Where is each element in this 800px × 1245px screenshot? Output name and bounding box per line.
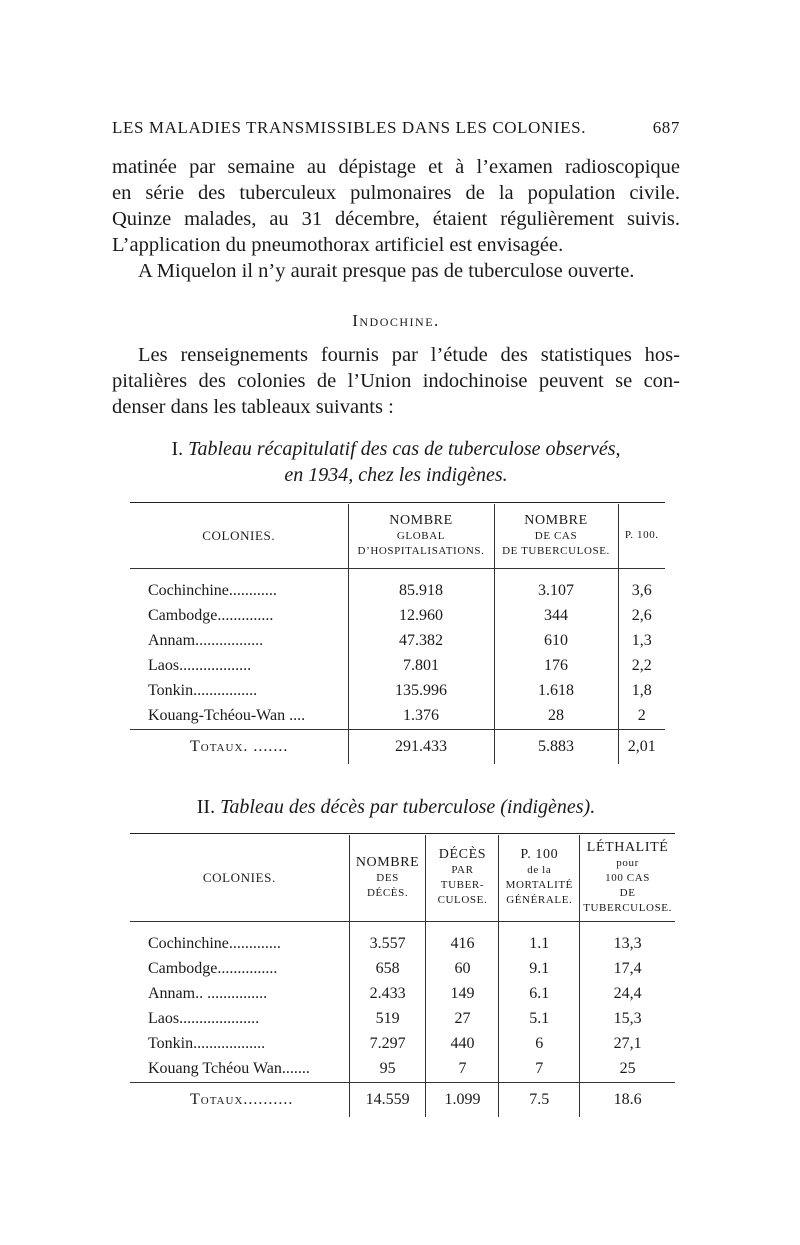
- pct-cell: 5.1: [499, 1007, 580, 1032]
- pct-cell: 3,6: [618, 579, 665, 604]
- pct-cell: 2,6: [618, 604, 665, 629]
- colony-name: Cambodge...............: [148, 960, 278, 977]
- hospitalisations-cell: 7.801: [348, 654, 494, 679]
- tb-deaths-cell: 7: [426, 1057, 499, 1083]
- total-pct: 7.5: [499, 1082, 580, 1117]
- text-line: Les renseignements fournis par l’étude des statistiques hos-: [138, 344, 680, 366]
- cases-cell: 176: [494, 654, 618, 679]
- colony-name: Annam.. ...............: [148, 985, 268, 1002]
- text-line: matinée par semaine au dépistage et à l’examen radioscopique: [112, 156, 680, 178]
- deaths-cell: 2.433: [349, 982, 426, 1007]
- paragraph-indochine: [112, 342, 680, 420]
- table-1-caption-line2: en 1934, chez les indigènes.: [284, 464, 508, 486]
- running-head-title: LES MALADIES TRANSMISSIBLES DANS LES COLONIES.: [112, 118, 587, 137]
- total-lethality: 18.6: [580, 1082, 675, 1117]
- cases-cell: 3.107: [494, 579, 618, 604]
- table-1-header-cases: NOMBRE DE CAS DE TUBERCULOSE.: [494, 504, 618, 568]
- pct-cell: 1,8: [618, 679, 665, 704]
- table-1-caption-number: I.: [171, 438, 184, 460]
- cases-cell: 344: [494, 604, 618, 629]
- cases-cell: 610: [494, 629, 618, 654]
- text-line: denser dans les tableaux suivants :: [112, 396, 394, 418]
- table-1-top-rule: [130, 502, 665, 503]
- table-row: [130, 932, 675, 957]
- deaths-cell: 3.557: [349, 932, 426, 957]
- colony-name: Cambodge..............: [148, 607, 274, 624]
- table-row: [130, 579, 665, 604]
- table-row: [130, 1007, 675, 1032]
- lethality-cell: 25: [580, 1057, 675, 1083]
- lethality-cell: 13,3: [580, 932, 675, 957]
- table-row: [130, 1057, 675, 1083]
- table-2-top-rule: [130, 833, 675, 834]
- pct-cell: 7: [499, 1057, 580, 1083]
- text-line: Quinze malades, au 31 décembre, étaient régulièrement suivis.: [112, 208, 680, 230]
- hospitalisations-cell: 47.382: [348, 629, 494, 654]
- section-title: Indochine.: [352, 311, 440, 330]
- total-hospitalisations: 291.433: [348, 729, 494, 764]
- pct-cell: 1.1: [499, 932, 580, 957]
- text-line: L’application du pneumothorax artificiel est envisagée.: [112, 234, 564, 256]
- table-2-header-tb-deaths: DÉCÈS PAR TUBER- CULOSE.: [426, 835, 499, 921]
- table-2-header-row: [130, 835, 675, 921]
- tb-deaths-cell: 440: [426, 1032, 499, 1057]
- tb-deaths-cell: 416: [426, 932, 499, 957]
- colony-name: Tonkin................: [148, 682, 258, 699]
- table-2: [130, 835, 675, 1117]
- deaths-cell: 95: [349, 1057, 426, 1083]
- text-line: A Miquelon il n’y aurait presque pas de tuberculose ouverte.: [138, 260, 635, 282]
- total-label: Totaux..........: [130, 1082, 349, 1117]
- table-2-header-colonies: COLONIES.: [130, 835, 349, 921]
- total-label: Totaux. .......: [130, 729, 348, 764]
- table-2-caption-number: II.: [196, 796, 216, 818]
- tb-deaths-cell: 27: [426, 1007, 499, 1032]
- colony-name: Kouang Tchéou Wan.......: [148, 1060, 310, 1077]
- table-row: [130, 1032, 675, 1057]
- table-row: [130, 679, 665, 704]
- tb-deaths-cell: 149: [426, 982, 499, 1007]
- total-deaths: 14.559: [349, 1082, 426, 1117]
- colony-name: Annam.................: [148, 632, 264, 649]
- colony-name: Cochinchine.............: [148, 935, 281, 952]
- lethality-cell: 15,3: [580, 1007, 675, 1032]
- pct-cell: 2: [618, 704, 665, 730]
- table-row: [130, 957, 675, 982]
- hospitalisations-cell: 1.376: [348, 704, 494, 730]
- table-row: [130, 982, 675, 1007]
- table-row: [130, 629, 665, 654]
- pct-cell: 6.1: [499, 982, 580, 1007]
- total-pct: 2,01: [618, 729, 665, 764]
- total-tb-deaths: 1.099: [426, 1082, 499, 1117]
- table-row: [130, 704, 665, 730]
- table-1-header-hospitalisations: NOMBRE GLOBAL D’HOSPITALISATIONS.: [348, 504, 494, 568]
- table-1-total-row: [130, 729, 665, 764]
- table-2-caption: [112, 794, 680, 820]
- cases-cell: 1.618: [494, 679, 618, 704]
- pct-cell: 9.1: [499, 957, 580, 982]
- lethality-cell: 17,4: [580, 957, 675, 982]
- deaths-cell: 519: [349, 1007, 426, 1032]
- table-2-header-deaths: NOMBRE DES DÉCÈS.: [349, 835, 426, 921]
- hospitalisations-cell: 135.996: [348, 679, 494, 704]
- table-2-caption-text: Tableau des décès par tuberculose (indigènes).: [220, 796, 596, 818]
- paragraph-miquelon: [112, 258, 680, 284]
- tb-deaths-cell: 60: [426, 957, 499, 982]
- table-1: [130, 504, 665, 764]
- pct-cell: 1,3: [618, 629, 665, 654]
- table-1-caption: [112, 436, 680, 488]
- table-2-header-lethality: LÉTHALITÉ pour 100 CAS DE TUBERCULOSE.: [580, 835, 675, 921]
- total-cases: 5.883: [494, 729, 618, 764]
- page-number: 687: [652, 118, 680, 137]
- table-1-caption-line1: Tableau récapitulatif des cas de tuberculose observés,: [188, 438, 621, 460]
- colony-name: Kouang-Tchéou-Wan ....: [148, 707, 306, 724]
- hospitalisations-cell: 85.918: [348, 579, 494, 604]
- colony-name: Laos....................: [148, 1010, 260, 1027]
- cases-cell: 28: [494, 704, 618, 730]
- pct-cell: 6: [499, 1032, 580, 1057]
- paragraph-continuation: [112, 154, 680, 258]
- running-head: [112, 118, 680, 142]
- colony-name: Tonkin..................: [148, 1035, 266, 1052]
- table-row: [130, 654, 665, 679]
- deaths-cell: 658: [349, 957, 426, 982]
- lethality-cell: 27,1: [580, 1032, 675, 1057]
- table-row: [130, 604, 665, 629]
- table-2-total-row: [130, 1082, 675, 1117]
- hospitalisations-cell: 12.960: [348, 604, 494, 629]
- text-line: en série des tuberculeux pulmonaires de la population civile.: [112, 182, 680, 204]
- pct-cell: 2,2: [618, 654, 665, 679]
- deaths-cell: 7.297: [349, 1032, 426, 1057]
- table-1-header-row: [130, 504, 665, 568]
- colony-name: Laos..................: [148, 657, 252, 674]
- colony-name: Cochinchine............: [148, 582, 277, 599]
- lethality-cell: 24,4: [580, 982, 675, 1007]
- text-line: pitalières des colonies de l’Union indochinoise peuvent se con-: [112, 370, 680, 392]
- table-2-header-pct: P. 100 de la MORTALITÉ GÉNÉRALE.: [499, 835, 580, 921]
- table-1-header-pct: P. 100.: [618, 504, 665, 568]
- table-1-header-colonies: COLONIES.: [130, 504, 348, 568]
